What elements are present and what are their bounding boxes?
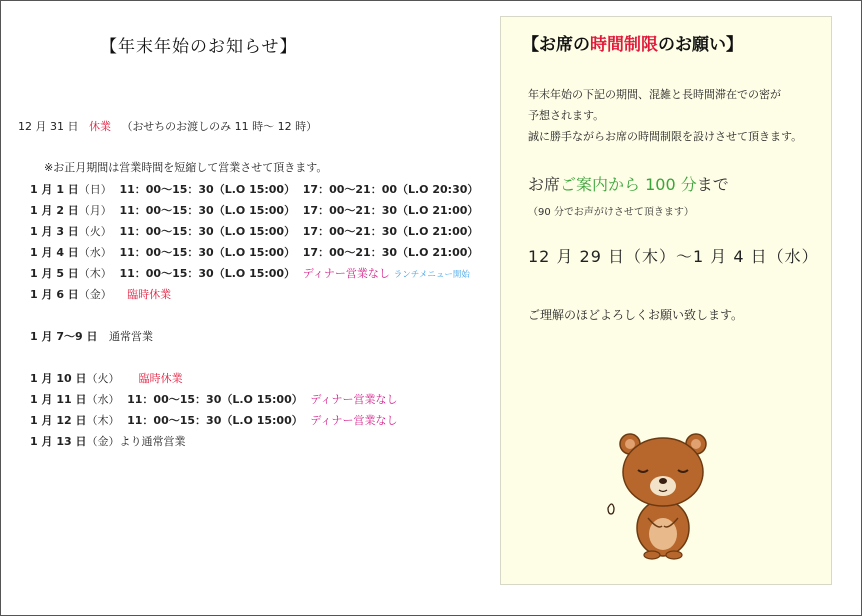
jan11-no-dinner: ディナー営業なし bbox=[310, 393, 398, 406]
time-limit-note: （90 分でお声がけさせて頂きます） bbox=[528, 207, 694, 218]
schedule-date: 1 月 4 日 bbox=[30, 246, 79, 259]
jan7-9-row bbox=[30, 328, 153, 344]
jan5-date: 1 月 5 日 bbox=[30, 267, 79, 280]
panel-body-line: 予想されます。 bbox=[528, 109, 605, 122]
jan6-dow: （金） bbox=[78, 288, 112, 301]
jan5-no-dinner: ディナー営業なし bbox=[302, 267, 390, 280]
dec31-status: 休業 bbox=[88, 120, 111, 133]
schedule-lunch: 11：00～15：30（L.O 15:00） bbox=[119, 246, 296, 259]
jan7-9-date: 1 月 7〜9 日 bbox=[30, 330, 98, 343]
jan5-lunch: 11：00～15：30（L.O 15:00） bbox=[119, 267, 296, 280]
limit-post: まで bbox=[696, 175, 729, 194]
schedule-row bbox=[30, 181, 478, 197]
jan12-no-dinner: ディナー営業なし bbox=[310, 414, 398, 427]
jan10-dow: （火） bbox=[86, 372, 120, 385]
jan11-row bbox=[30, 391, 398, 407]
time-limit-title bbox=[522, 30, 743, 55]
dec31-note: （おせちのお渡しのみ 11 時～ 12 時） bbox=[121, 120, 318, 133]
schedule-dow: （月） bbox=[78, 204, 112, 217]
schedule-dow: （水） bbox=[78, 246, 112, 259]
jan13-row bbox=[30, 433, 185, 449]
jan7-9-status: 通常営業 bbox=[108, 330, 153, 343]
notice-title: 【年末年始のお知らせ】 bbox=[100, 37, 298, 57]
jan10-row bbox=[30, 370, 183, 386]
schedule-lunch: 11：00～15：30（L.O 15:00） bbox=[119, 183, 296, 196]
schedule-date: 1 月 3 日 bbox=[30, 225, 79, 238]
jan5-row bbox=[30, 265, 470, 281]
panel-body-line: 誠に勝手ながらお席の時間制限を設けさせて頂きます。 bbox=[528, 130, 803, 143]
jan11-dow: （水） bbox=[86, 393, 120, 406]
schedule-dinner: 17：00～21：30（L.O 21:00） bbox=[302, 225, 479, 238]
jan11-lunch: 11：00～15：30（L.O 15:00） bbox=[127, 393, 303, 406]
jan6-date: 1 月 6 日 bbox=[30, 288, 79, 301]
schedule-dinner: 17：00～21：30（L.O 21:00） bbox=[302, 204, 479, 217]
schedule-date: 1 月 2 日 bbox=[30, 204, 79, 217]
schedule-row bbox=[30, 244, 478, 260]
jan10-date: 1 月 10 日 bbox=[30, 372, 87, 385]
closing-message: ご理解のほどよろしくお願い致します。 bbox=[528, 308, 744, 322]
jan11-date: 1 月 11 日 bbox=[30, 393, 87, 406]
dec31-line bbox=[18, 118, 317, 134]
jan6-status: 臨時休業 bbox=[127, 288, 172, 301]
jan12-date: 1 月 12 日 bbox=[30, 414, 87, 427]
limit-pre: お席 bbox=[528, 175, 561, 194]
schedule-lunch: 11：00～15：30（L.O 15:00） bbox=[119, 204, 296, 217]
jan12-dow: （木） bbox=[86, 414, 120, 427]
jan13-dow: （金） bbox=[86, 435, 120, 448]
jan12-row bbox=[30, 412, 398, 428]
schedule-row bbox=[30, 202, 478, 218]
jan13-status: より通常営業 bbox=[119, 435, 186, 448]
jan12-lunch: 11：00～15：30（L.O 15:00） bbox=[127, 414, 303, 427]
schedule-dinner: 17：00～21：30（L.O 21:00） bbox=[302, 246, 479, 259]
schedule-dow: （火） bbox=[78, 225, 112, 238]
time-limit-line bbox=[528, 172, 729, 195]
limit-highlight: ご案内から 100 分 bbox=[560, 175, 697, 194]
jan10-status: 臨時休業 bbox=[138, 372, 183, 385]
schedule-dow: （日） bbox=[78, 183, 112, 196]
schedule-date: 1 月 1 日 bbox=[30, 183, 79, 196]
title-pre: 【お席の bbox=[522, 35, 590, 55]
jan5-dow: （木） bbox=[78, 267, 112, 280]
schedule-dinner: 17：00～21：00（L.O 20:30） bbox=[302, 183, 479, 196]
dec31-date: 12 月 31 日 bbox=[18, 120, 79, 133]
schedule-row bbox=[30, 223, 478, 239]
panel-body-line: 年末年始の下記の期間、混雑と長時間滞在での密が bbox=[528, 88, 781, 101]
title-highlight: 時間制限 bbox=[590, 35, 658, 55]
title-post: のお願い】 bbox=[658, 35, 743, 55]
schedule-lunch: 11：00～15：30（L.O 15:00） bbox=[119, 225, 296, 238]
jan13-date: 1 月 13 日 bbox=[30, 435, 87, 448]
time-limit-dates: 12 月 29 日（木）～1 月 4 日（水） bbox=[528, 247, 819, 266]
bowing-bear-illustration bbox=[600, 430, 730, 560]
jan6-row bbox=[30, 286, 171, 302]
shortened-hours-note: ※お正月期間は営業時間を短縮して営業させて頂きます。 bbox=[44, 161, 328, 174]
jan5-lunch-menu: ランチメニュー開始 bbox=[393, 270, 470, 280]
